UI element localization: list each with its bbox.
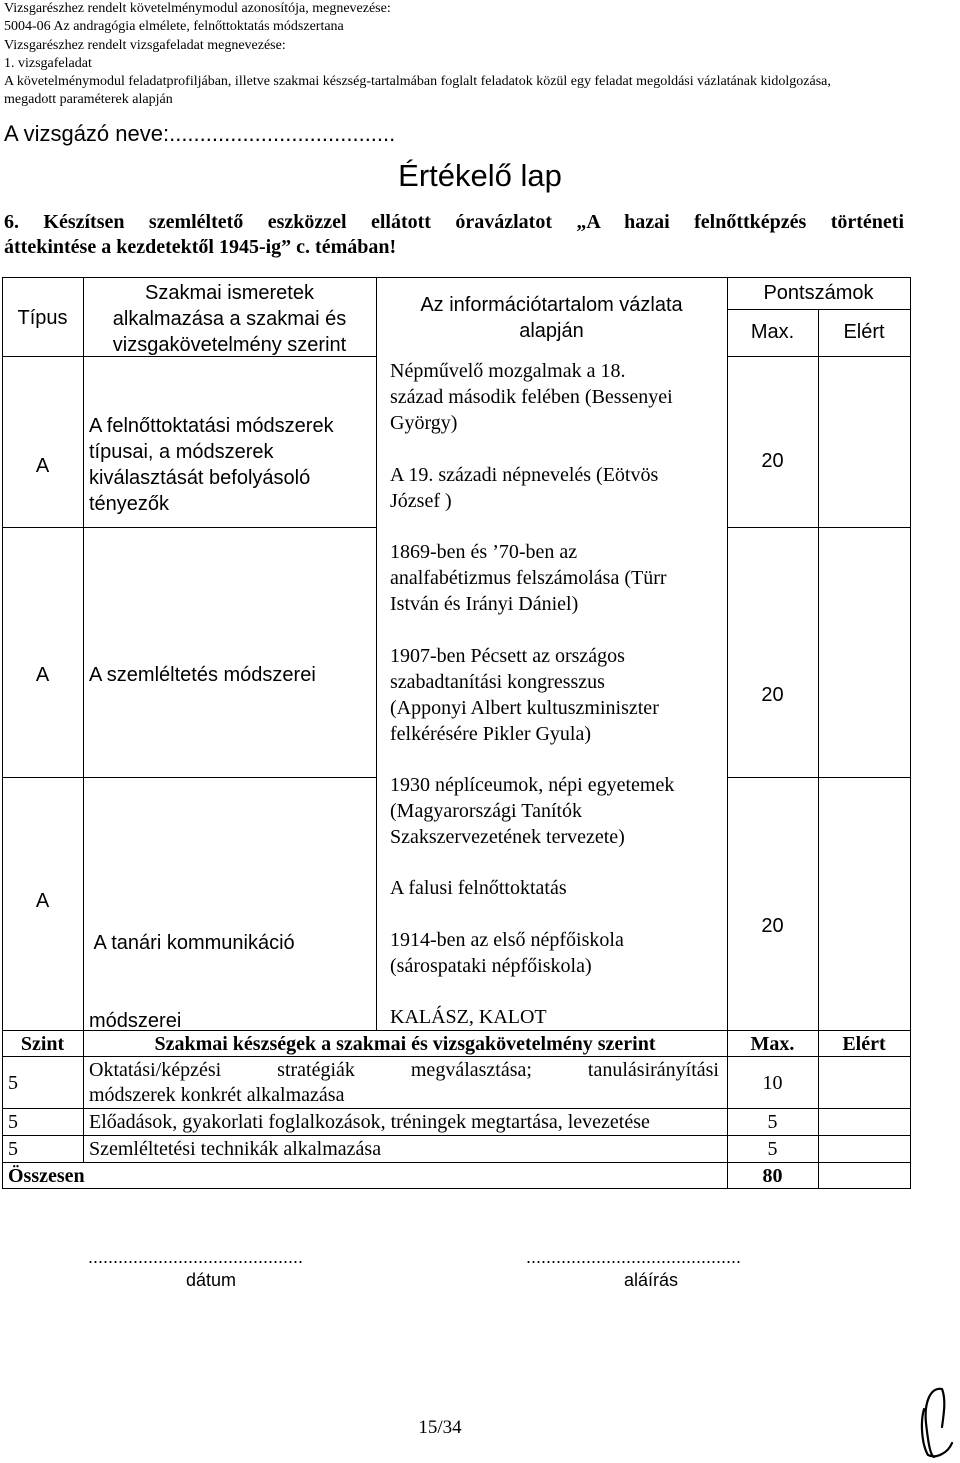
knowledge-line: A szemléltetés módszerei [89,664,316,686]
outline-line: 1869-ben és ’70-ben az [390,541,578,563]
header-line: A követelménymodul feladatprofiljában, illetve szakmai készség-tartalmában foglalt feladatok közül egy feladat megoldási vázlatának kidolgozása, [4,74,831,90]
table-border [727,309,911,310]
row-level: 5 [8,1072,18,1094]
table-border [727,777,911,778]
header-line: Vizsgarészhez rendelt vizsgafeladat megnevezése: [4,37,286,53]
table-border [727,527,911,528]
outline-line: 1914-ben az első népfőiskola [390,929,624,951]
knowledge-line: típusai, a módszerek [89,441,274,463]
outline-line: analfabétizmus felszámolása (Türr [390,567,667,589]
row-knowledge [89,662,369,688]
outline-line: György) [390,412,458,434]
outline-line: (Apponyi Albert kultuszminiszter [390,697,659,719]
outline-line: (Magyarországi Tanítók [390,800,583,822]
handwritten-signature-mark [918,1383,958,1461]
outline-line: KALÁSZ, KALOT [390,1006,547,1028]
outline-line: A falusi felnőttoktatás [390,877,567,899]
header-line: Vizsgarészhez rendelt követelménymodul azonosítója, megnevezése: [4,1,391,16]
outline-line: István és Irányi Dániel) [390,593,579,615]
header-line: alkalmazása a szakmai és [112,308,347,330]
row-skills: Oktatási/képzési stratégiák megválasztása; tanulásirányítási [89,1059,719,1081]
knowledge-line: A tanári kommunikáció [89,932,295,954]
row-max: 20 [761,915,784,937]
row-level: 5 [8,1138,18,1160]
header-line: 5004-06 Az andragógia elmélete, felnőttoktatás módszertana [4,19,344,35]
row-skills: módszerek konkrét alkalmazása [89,1084,345,1106]
outline-line: szabadtanítási kongresszus [390,671,605,693]
outline-line: felkérésére Pikler Gyula) [390,723,592,745]
header-knowledge [83,280,376,358]
knowledge-line: tényezők [89,493,170,515]
table-border [2,777,376,778]
total-value: 80 [762,1165,783,1187]
outline-line: Népművelő mozgalmak a 18. [390,360,626,382]
row-knowledge [89,413,369,517]
header-line: 1. vizsgafeladat [4,55,92,71]
outline-line: század második felében (Bessenyei [390,386,673,408]
outline-line: József ) [390,490,452,512]
knowledge-line: kiválasztását befolyásoló [89,467,311,489]
signature-label: aláírás [624,1270,679,1290]
header-outline [376,292,727,344]
row-type: A [35,455,50,477]
table-border [2,277,911,278]
row-type: A [35,890,50,912]
total-label: Összesen [8,1165,85,1187]
outline-line: 1930 néplíceumok, népi egyetemek [390,774,675,796]
task-line: áttekintése a kezdetektől 1945-ig” c. témában! [4,236,397,258]
row-level: 5 [8,1111,18,1133]
row-max: 5 [767,1111,778,1133]
row-max: 10 [762,1072,783,1094]
page-title: Értékelő lap [398,158,562,193]
header-line: megadott paraméterek alapján [4,92,173,108]
header-max: Max. [750,321,795,343]
outline-line: 1907-ben Pécsett az országos [390,645,625,667]
row-skills: Előadások, gyakorlati foglalkozások, tréningek megtartása, levezetése [89,1111,650,1133]
header-line: alapján [519,320,584,342]
header-skills: Szakmai készségek a szakmai és vizsgakövetelmény szerint [154,1033,656,1055]
date-field: ........................................... [88,1247,304,1267]
header-line: vizsgakövetelmény szerint [112,334,347,356]
header-line: Szakmai ismeretek [145,282,314,304]
outline-line: Szakszervezetének tervezete) [390,826,625,848]
table-border [818,309,819,1030]
header-achieved: Elért [843,321,885,343]
knowledge-line: A felnőttoktatási módszerek [89,415,334,437]
table-border [83,277,84,1030]
header-points: Pontszámok [763,282,874,304]
row-type: A [35,664,50,686]
document-header [4,0,831,110]
table-border [2,527,376,528]
examinee-name-field: A vizsgázó neve:..................................... [4,121,396,146]
row-max: 20 [761,450,784,472]
row-max: 5 [767,1138,778,1160]
table-border [2,277,3,1030]
header-max: Max. [750,1033,795,1055]
row-skills: Szemléltetési technikák alkalmazása [89,1138,382,1160]
date-label: dátum [186,1270,237,1290]
table-border [910,1030,911,1188]
table-border [727,356,911,357]
row-max: 20 [761,684,784,706]
table-border [910,277,911,1030]
outline-line: (sárospataki népfőiskola) [390,955,592,977]
knowledge-line: módszerei [89,1010,182,1032]
header-achieved: Elért [842,1033,886,1055]
task-line: 6. Készítsen szemléltető eszközzel ellátott óravázlatot „A hazai felnőttképzés történeti [4,211,904,233]
table-border [376,277,377,1030]
header-type: Típus [17,307,68,329]
signature-field: ........................................... [526,1247,742,1267]
page-number: 15/34 [418,1417,462,1438]
header-level: Szint [20,1033,65,1055]
outline-line: A 19. századi népnevelés (Eötvös [390,464,659,486]
task-description [4,210,904,260]
header-line: Az információtartalom vázlata [420,294,683,316]
